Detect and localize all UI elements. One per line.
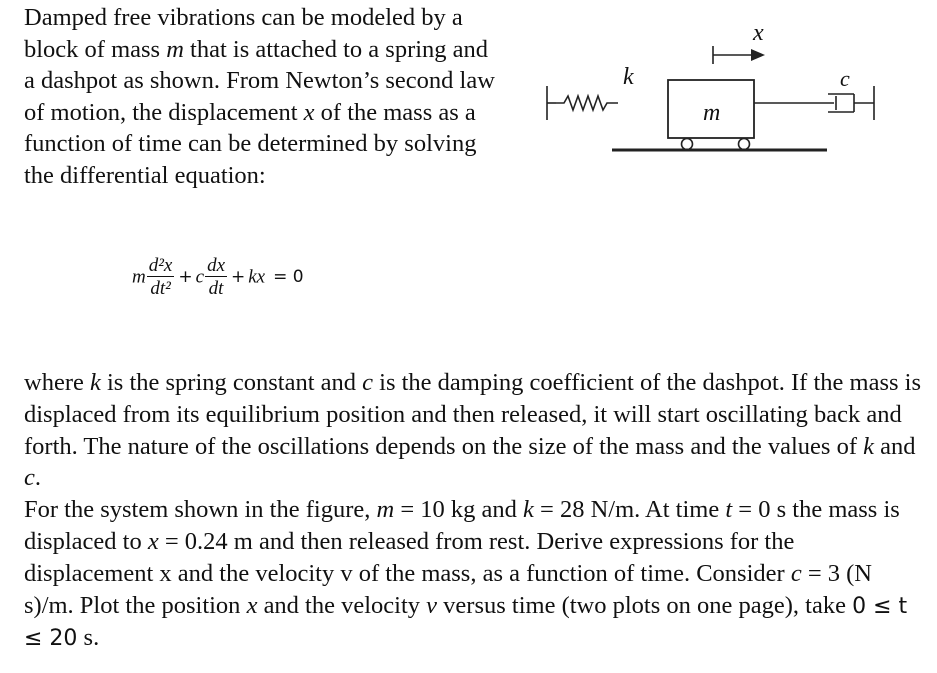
x-arrow-head [751,49,765,61]
p2-time-range: 0 ≤ t ≤ 20 [24,593,908,652]
eq-first-derivative [205,256,227,298]
p2-text-9: s. [77,624,100,652]
eq-dt2: dt² [150,278,171,299]
eq-c: c [195,266,205,288]
intro-text-3: of the mass as a function of time can be determined by solving the differential equation: [24,98,477,189]
p2-var-k: k [523,496,534,524]
p2-var-x2: x [246,591,258,619]
differential-equation [132,256,304,298]
description-paragraph [24,367,924,494]
system-diagram [540,18,920,168]
p1-var-k2: k [863,432,874,460]
wheel-left [682,139,693,150]
p1-text-4: and [874,432,916,460]
p2-var-c: c [790,559,802,587]
p2-text-7: and the velocity [257,591,427,619]
intro-var-m: m [166,35,184,63]
spring-mass-damper-figure [540,18,920,168]
p1-var-c2: c [24,464,35,492]
eq-dt: dt [208,278,224,299]
eq-dx: dx [207,255,225,276]
wheel-right [739,139,750,150]
p2-text-2: = 10 kg and [394,496,524,524]
p2-text-4: = 0 s the mass is displaced to [24,496,900,555]
p2-text-1: For the system shown in the figure, [24,496,377,524]
p2-text-6: = 3 (N s)/m. Plot the position [24,559,872,619]
p2-var-t: t [725,496,733,524]
eq-m: m [132,266,146,288]
p1-text-3: is the damping coefficient of the dashpot. If the mass is displaced from its equilibrium position and then released, it will start oscillating back and forth. The nature of the oscillations depends on the size of the mass and the values of [24,369,921,460]
task-paragraph [24,494,924,655]
spring [556,96,618,110]
eq-equals-zero: = 0 [273,266,304,287]
intro-paragraph [24,2,504,191]
c-label: c [840,66,850,91]
intro-var-x: x [303,98,315,126]
p1-text-1: where [24,369,90,396]
intro-text-2: that is attached to a spring and a dashpot as shown. From Newton’s second law of motion, the displacement [24,35,495,126]
p2-var-x: x [147,527,159,555]
k-label: k [623,64,634,90]
intro-text-1: Damped free vibrations can be modeled by a block of mass [24,4,463,63]
eq-second-derivative [147,256,175,298]
p2-var-m: m [376,496,395,524]
p1-text-5: . [34,464,41,492]
eq-plus-2: + [231,266,246,287]
p2-var-v: v [426,591,438,619]
p1-text-2: is the spring constant and [100,369,363,396]
problem-text [24,367,924,655]
p1-var-k: k [89,369,101,396]
p1-var-c: c [362,369,374,396]
p2-text-3: = 28 N/m. At time [533,496,726,524]
eq-d2x: d²x [148,255,173,276]
p2-text-8: versus time (two plots on one page), take [437,591,853,619]
eq-kx: kx [248,266,266,288]
m-label: m [703,100,721,126]
x-label: x [753,20,764,46]
p2-text-5: = 0.24 m and then released from rest. Derive expressions for the displacement x and the velocity v of the mass, as a function of time. Consider [24,527,795,587]
eq-plus-1: + [178,266,193,287]
